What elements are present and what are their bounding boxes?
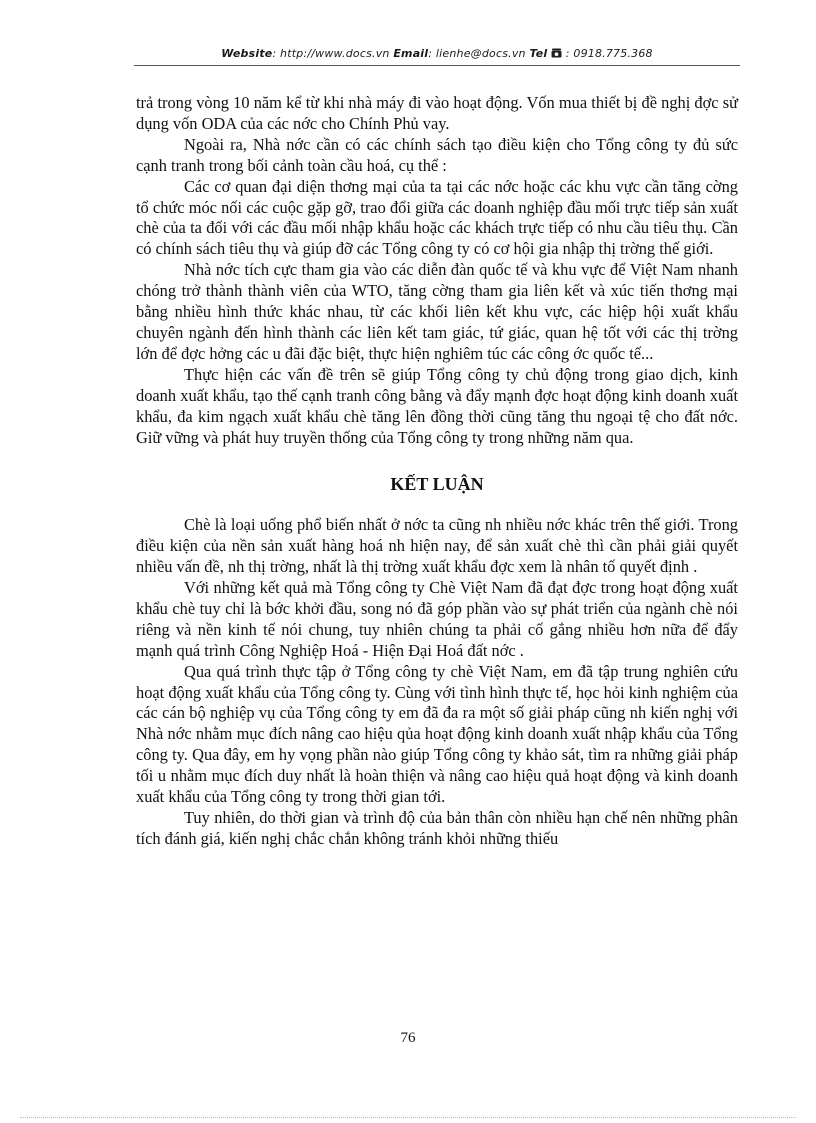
header-rule xyxy=(134,65,740,66)
website-label: Website xyxy=(221,47,273,60)
paragraph: Nhà nớc tích cực tham gia vào các diễn đàn quốc tế và khu vực để Việt Nam nhanh chóng trở thành thành viên của WTO, tăng cờng tham gia liên kết và xúc tiến thơng mại bằng nhiều hình thức khác nhau, từ các khối liên kết khu vực, các hiệp hội xuất khẩu chuyên ngành đến hình thành các liên kết tam giác, tứ giác, quan hệ tốt với các thị trờng lớn để đợc hởng các u đãi đặc biệt, thực hiện nghiêm túc các công ớc quốc tế... xyxy=(136,260,738,363)
document-body xyxy=(136,93,738,850)
paragraph: Với những kết quả mà Tổng công ty Chè Việt Nam đã đạt đợc trong hoạt động xuất khẩu chè tuy chỉ là bớc khởi đầu, song nó đã góp phần vào sự phát triển của ngành chè nói riêng và nền kinh tế nói chung, tuy nhiên chúng ta phải cố gắng nhiều hơn nữa để đẩy mạnh quá trình Công Nghiệp Hoá - Hiện Đại Hoá đất nớc . xyxy=(136,578,738,660)
paragraph: Qua quá trình thực tập ở Tổng công ty chè Việt Nam, em đã tập trung nghiên cứu hoạt động xuất khẩu của Tổng công ty. Cùng với tình hình thực tế, học hỏi kinh nghiệm của các cán bộ nghiệp vụ của Tổng công ty em đã đa ra một số giải pháp cũng nh kiến nghị với Nhà nớc nhằm mục đích nâng cao hiệu qủa hoạt động kinh doanh xuất nhập khẩu của Tổng công ty. Qua đây, em hy vọng phần nào giúp Tổng công ty khảo sát, tìm ra những giải pháp tối u nhằm mục đích duy nhất là hoàn thiện và nâng cao hiệu quả hoạt động và kinh doanh xuất khẩu của Tổng công ty trong thời gian tới. xyxy=(136,661,738,807)
tel-value: : 0918.775.368 xyxy=(565,47,653,60)
section-heading: KẾT LUẬN xyxy=(390,474,484,495)
page-header xyxy=(134,47,740,60)
email-label: Email xyxy=(393,47,429,60)
tel-label: Tel xyxy=(529,47,548,60)
paragraph: Chè là loại uống phổ biến nhất ở nớc ta cũng nh nhiều nớc khác trên thế giới. Trong điều kiện của nền sản xuất hàng hoá nh hiện nay, để sản xuất chè thì cần phải giải quyết nhiều vấn đề, nh thị trờng, nhất là thị trờng xuất khẩu đợc xem là nhân tố quyết định . xyxy=(136,515,738,577)
email-value: : lienhe@docs.vn xyxy=(428,47,526,60)
paragraph: Các cơ quan đại diện thơng mại của ta tại các nớc hoặc các khu vực cần tăng cờng tổ chức móc nối các cuộc gặp gỡ, trao đổi giữa các doanh nghiệp đầu mối trực tiếp sản xuất chè của ta đối với các đầu mối nhập khẩu hoặc các khách trực tiếp có nhu cầu tiêu thụ. Cần có chính sách tiêu thụ và giúp đỡ các Tổng công ty có cơ hội gia nhập thị trờng thế giới. xyxy=(136,176,738,259)
paragraph: trả trong vòng 10 năm kể từ khi nhà máy đi vào hoạt động. Vốn mua thiết bị đề nghị đợc sử dụng vốn ODA của các nớc cho Chính Phủ vay. xyxy=(136,93,738,133)
footer-rule xyxy=(20,1117,796,1118)
paragraph: Tuy nhiên, do thời gian và trình độ của bản thân còn nhiều hạn chế nên những phân tích đánh giá, kiến nghị chắc chắn không tránh khỏi những thiếu xyxy=(136,808,738,848)
paragraph: Ngoài ra, Nhà nớc cần có các chính sách tạo điều kiện cho Tổng công ty đủ sức cạnh tranh trong bối cảnh toàn cầu hoá, cụ thể : xyxy=(136,134,738,175)
phone-icon xyxy=(551,47,566,60)
website-value: : http://www.docs.vn xyxy=(272,47,390,60)
page-number: 76 xyxy=(400,1030,416,1046)
paragraph: Thực hiện các vấn đề trên sẽ giúp Tổng công ty chủ động trong giao dịch, kinh doanh xuất khẩu, tạo thế cạnh tranh công bằng và đẩy mạnh đợc hoạt động kinh doanh xuất khẩu, đa kim ngạch xuất khẩu chè tăng lên đồng thời cũng tăng thu ngoại tệ cho đất nớc. Giữ vững và phát huy truyền thống của Tổng công ty trong những năm qua. xyxy=(136,364,738,447)
